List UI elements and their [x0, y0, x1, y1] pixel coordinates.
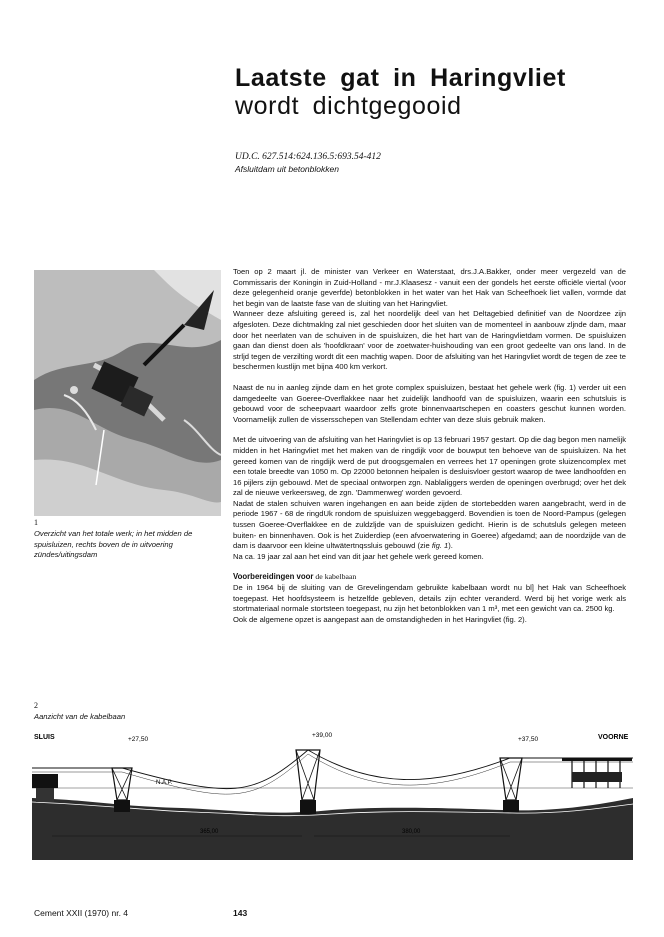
body-text: ).	[448, 541, 453, 551]
level-center: +39,00	[312, 732, 333, 739]
figure1-caption: Overzicht van het totale werk; in het midden de spuisluizen, rechts boven de in uitvoering zündes/uitingsdam	[34, 529, 193, 559]
figure1-number: 1	[34, 518, 38, 527]
udc-code: UD.C. 627.514:624.136.5:693.54-412	[235, 152, 381, 162]
aerial-photo-drawing	[34, 270, 221, 516]
level-right: +37,50	[518, 736, 539, 743]
body-paragraph: Wanneer deze afsluiting gereed is, zal het noordelijk deel van het Deltagebied definitief van de Noordzee zijn afgesloten. Deze dichtmaklng zal niet geschieden door het sluiten van de momenteel in aanbouw zljnde dam, maar door het neerlaten van de schuiven in de spuisluizen, die het hart van de Haringvlietdam vormen. De spuisluizen gaan dan dienst doen als 'hoofdkraan' voor de zoetwater-huishouding van een groot gedeelte van ons land. In de strljd tegen de verzilting wordt dit een machtig wapen. Door de afsluiting van het Haringvliet wordt de tegen de zee te beschermen kustlijn met bijna 400 km verkort.	[233, 309, 626, 372]
sluis-structure	[32, 774, 58, 802]
article-title-line2: wordt dichtgegooid	[235, 92, 462, 120]
tower-left	[112, 768, 132, 812]
span-right: 380,00	[402, 829, 421, 835]
figure-reference: fig. 1	[431, 541, 449, 551]
voorne-structure	[562, 758, 632, 788]
nap-label: N.A.P.	[156, 780, 173, 786]
body-paragraph: Toen op 2 maart jl. de minister van Verkeer en Waterstaat, drs.J.A.Bakker, onder meer vergezeld van de Commissaris der Koningin in Zuid-Holland - mr.J.Klaasesz - vanuit een der gondels het eerste officiële viertal (voor deze gelegenheid oranje geverfde) betonblokken in het water van het Hak van Scheefhoek liet vallen, vormde dat het begin van de laatste fase van de sluiting van het Haringvliet.	[233, 267, 626, 308]
body-paragraph: Naast de nu in aanleg zijnde dam en het grote complex spuisluizen, bestaat het gehele werk (fig. 1) verder uit een damgedeelte van Goeree-Overflakkee naar het zuidelijk landhoofd van de spuisluizen, waarin een schutsluis is gebouwd voor de scheepvaart waardoor zelfs grote binnenvaartschepen en coasters geschut kunnen worden. Voornamelijk zullen de vissersschepen van Stellendam echter van deze sluis gebruik maken.	[233, 382, 626, 424]
tower-center	[296, 750, 320, 814]
journal-reference: Cement XXII (1970) nr. 4	[34, 908, 129, 918]
span-left: 365,00	[200, 829, 219, 835]
article-body	[233, 267, 626, 625]
aerial-photo	[34, 270, 221, 516]
cableway-diagram	[32, 728, 633, 860]
tower-right	[500, 758, 522, 812]
body-paragraph: Met de uitvoering van de afsluiting van het Haringvliet is op 13 februari 1957 gestart. Op die dag begon men namelijk midden in het Haringvliet met het maken van de ringdijk voor de bouwput ten behoeve van de spuisluizen. Na het gereed komen van de ringdijk werd de put droogsgemalen en verrees het 17 openingen grote sluizencomplex met een totale breedte van 1050 m. Op 22000 betonnen heipalen is desluisvloer gestort waarop de twee landhoofden en 16 pijlers zijn gebouwd. Met de speciaal ontworpen zgn. Nablaliggers werden de openingen overbrugd; over het dek zal de nieuwe verkeersweg, de zgn. 'Dammenweg' worden gevoerd.	[233, 435, 626, 498]
body-paragraph	[233, 499, 626, 552]
body-text: Nadat de stalen schuiven waren ingehangen en aan beide zijden de stortebedden waren aangebracht, werd in de periode 1967 - 68 de ringdUk rondom de spuisluizen weggebaggerd. Bovendien is toen de Noord-Pampus (gelegen tussen Goeree-Overflakkee en de zuldzljde van de spuisluizen gedicht. Hierin is de schutsluls gelegen meteen buiten- en binnenhaven. Ook is het Zuiderdiep (een afvoerwatering in Goeree) afgedamd; aan de noordzijde van de dam is daarvoor een kleine ultwätertnqssluis gebouwd (zie	[233, 498, 626, 551]
section-heading-bold: Voorbereidingen voor	[233, 572, 314, 582]
page-number: 143	[233, 908, 248, 918]
level-left: +27,50	[128, 736, 149, 743]
section-heading	[233, 572, 626, 583]
body-paragraph: Ook de algemene opzet is aangepast aan de omstandigheden in het Haringvliet (fig. 2).	[233, 614, 527, 624]
article-title: Laatste gat in Haringvliet	[235, 64, 566, 92]
section-heading-rest: de kabelbaan	[313, 572, 357, 582]
body-paragraph: De in 1964 bij de sluiting van de Grevelingendam gebruikte kabelbaan wordt nu bl] het Hak van Scheefhoek toegepast. Het hoofdsysteem is hetzelfde gebleven, details zijn echter veranderd. Werd bij het vorige werk als stortmateriaal normale stortsteen toegepast, nu zijn het betonblokken van 1 m³, met een gewicht van ca. 2500 kg.	[233, 583, 626, 614]
figure2-caption: Aanzicht van de kabelbaan	[34, 712, 126, 721]
label-sluis: SLUIS	[34, 734, 55, 741]
figure2-number: 2	[34, 701, 38, 710]
label-voorne: VOORNE	[598, 734, 629, 741]
article-subtitle: Afsluitdam uit betonblokken	[235, 164, 339, 174]
body-paragraph: Na ca. 19 jaar zal aan het eind van dit jaar het gehele werk gereed komen.	[233, 551, 484, 561]
